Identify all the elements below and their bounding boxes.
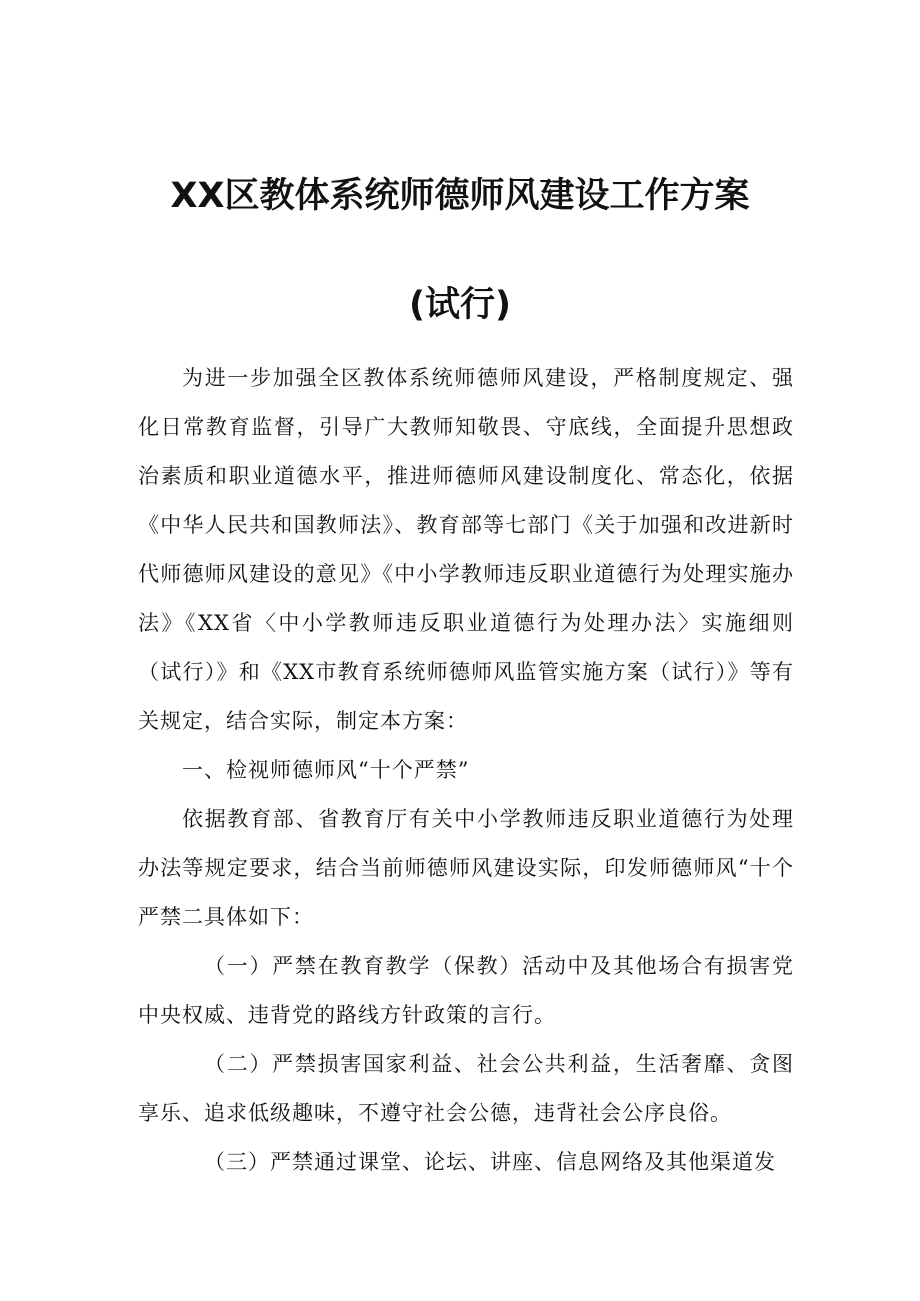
- document-title: XX区教体系统师德师风建设工作方案: [170, 176, 750, 216]
- intro-paragraph: 为进一步加强全区教体系统师德师风建设，严格制度规定、强化日常教育监督，引导广大教师知敬畏、守底线，全面提升思想政治素质和职业道德水平，推进师德师风建设制度化、常态化，依据《中华人民共和国教师法》、教育部等七部门《关于加强和改进新时代师德师风建设的意见》《中小学教师违反职业道德行为处理实施办法》《XX省〈中小学教师违反职业道德行为处理办法〉实施细则（试行）》和《XX市教育系统师德师风监管实施方案（试行）》等有关规定，结合实际，制定本方案：: [138, 366, 794, 733]
- document-body: [138, 354, 794, 1187]
- rule-item-3: （三）严禁通过课堂、论坛、讲座、信息网络及其他渠道发: [204, 1150, 776, 1174]
- rule-item-2: （二）严禁损害国家利益、社会公共利益，生活奢靡、贪图享乐、追求低级趣味，不遵守社会公德，违背社会公序良俗。: [138, 1052, 794, 1125]
- document-subtitle: (试行): [409, 285, 511, 325]
- section-paragraph: 依据教育部、省教育厅有关中小学教师违反职业道德行为处理办法等规定要求，结合当前师德师风建设实际，印发师德师风“十个严禁二具体如下：: [138, 807, 794, 929]
- rule-item-1: （一）严禁在教育教学（保教）活动中及其他场合有损害党中央权威、违背党的路线方针政策的言行。: [138, 954, 794, 1027]
- section-heading-1: 一、检视师德师风“十个严禁”: [182, 758, 470, 782]
